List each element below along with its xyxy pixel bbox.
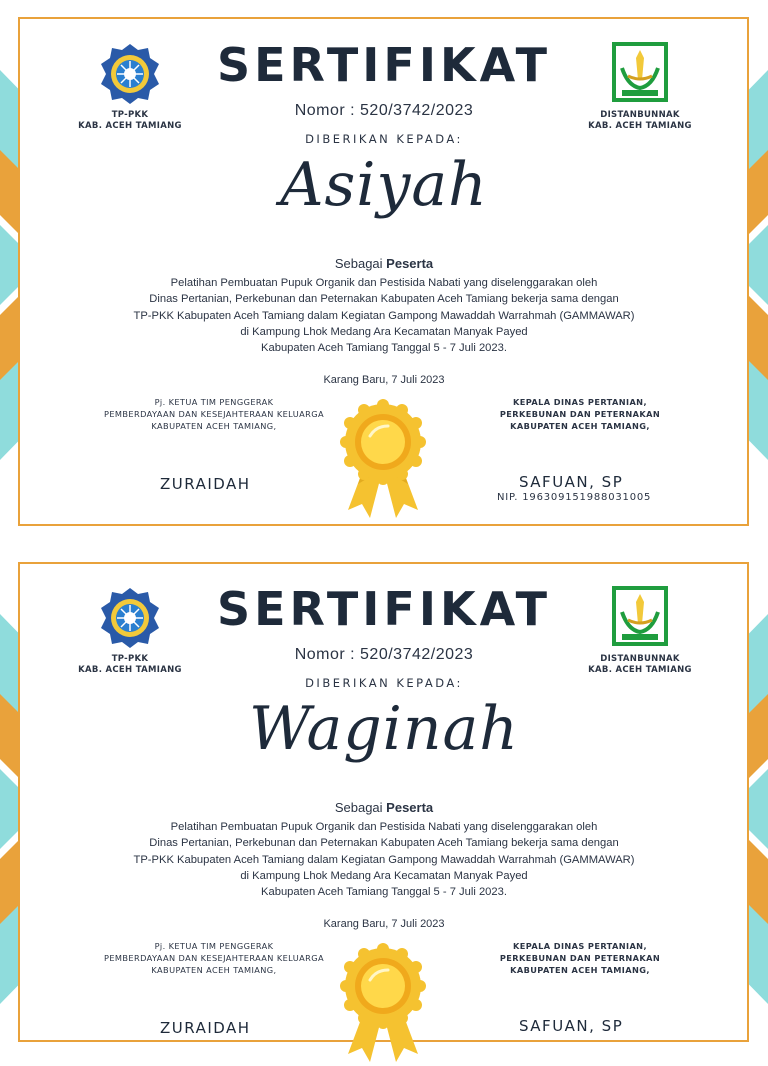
body-line: Kabupaten Aceh Tamiang Tanggal 5 - 7 Juli 2023. [261,342,507,355]
body-line: di Kampung Lhok Medang Ara Kecamatan Manyak Payed [240,325,528,338]
body-line: di Kampung Lhok Medang Ara Kecamatan Manyak Payed [240,869,528,882]
left-signer-title: Pj. KETUA TIM PENGGERAK PEMBERDAYAAN DAN KESEJAHTERAAN KELUARGA KABUPATEN ACEH TAMIANG, [104,941,324,975]
body-line: Dinas Pertanian, Perkebunan dan Peternakan Kabupaten Aceh Tamiang bekerja sama dengan [149,837,619,850]
right-signer-name: SAFUAN, SP [519,1017,624,1035]
right-signer-title: KEPALA DINAS PERTANIAN, PERKEBUNAN DAN PETERNAKAN KABUPATEN ACEH TAMIANG, [499,397,661,431]
role-value: Peserta [386,256,434,271]
recipient-name: Waginah [249,694,519,764]
award-rosette-icon [340,402,426,522]
right-org-label: DISTANBUNNAK KAB. ACEH TAMIANG [588,654,692,675]
right-signer-title: KEPALA DINAS PERTANIAN, PERKEBUNAN DAN PETERNAKAN KABUPATEN ACEH TAMIANG, [499,941,661,975]
place-date: Karang Baru, 7 Juli 2023 [323,374,445,386]
certificate-body [0,275,768,356]
role-line [0,800,768,815]
role-prefix: Sebagai [334,256,383,271]
award-rosette-icon [340,946,426,1066]
body-line: Kabupaten Aceh Tamiang Tanggal 5 - 7 Juli 2023. [261,886,507,899]
role-line [0,256,768,271]
left-org-label: TP-PKK KAB. ACEH TAMIANG [78,654,182,675]
role-prefix: Sebagai [334,800,383,815]
certificate-body [0,819,768,900]
certificate-number: Nomor : 520/3742/2023 [294,102,474,119]
body-line: Dinas Pertanian, Perkebunan dan Peternakan Kabupaten Aceh Tamiang bekerja sama dengan [149,293,619,306]
left-signer-title: Pj. KETUA TIM PENGGERAK PEMBERDAYAAN DAN KESEJAHTERAAN KELUARGA KABUPATEN ACEH TAMIANG, [104,397,324,431]
certificate-title: SERTIFIKAT [217,582,551,636]
role-value: Peserta [386,800,434,815]
left-org-label: TP-PKK KAB. ACEH TAMIANG [78,110,182,131]
left-signer-name: ZURAIDAH [160,475,251,493]
left-signer-name: ZURAIDAH [160,1019,251,1037]
given-to-label: DIBERIKAN KEPADA: [305,132,463,146]
body-line: TP-PKK Kabupaten Aceh Tamiang dalam Kegiatan Gampong Mawaddah Warrahmah (GAMMAWAR) [133,309,635,322]
body-line: Pelatihan Pembuatan Pupuk Organik dan Pestisida Nabati yang diselenggarakan oleh [170,821,598,833]
certificate-number: Nomor : 520/3742/2023 [294,646,474,663]
body-line: Pelatihan Pembuatan Pupuk Organik dan Pestisida Nabati yang diselenggarakan oleh [170,277,598,289]
recipient-name: Asiyah [280,150,488,220]
place-date: Karang Baru, 7 Juli 2023 [323,918,445,930]
given-to-label: DIBERIKAN KEPADA: [305,676,463,690]
certificate-1 [0,0,768,512]
certificate-2 [0,544,768,1037]
right-signer-name: SAFUAN, SP [519,473,624,491]
right-org-label: DISTANBUNNAK KAB. ACEH TAMIANG [588,110,692,131]
certificate-title: SERTIFIKAT [217,38,551,92]
right-signer-nip: NIP. 196309151988031005 [497,492,652,503]
body-line: TP-PKK Kabupaten Aceh Tamiang dalam Kegiatan Gampong Mawaddah Warrahmah (GAMMAWAR) [133,853,635,866]
